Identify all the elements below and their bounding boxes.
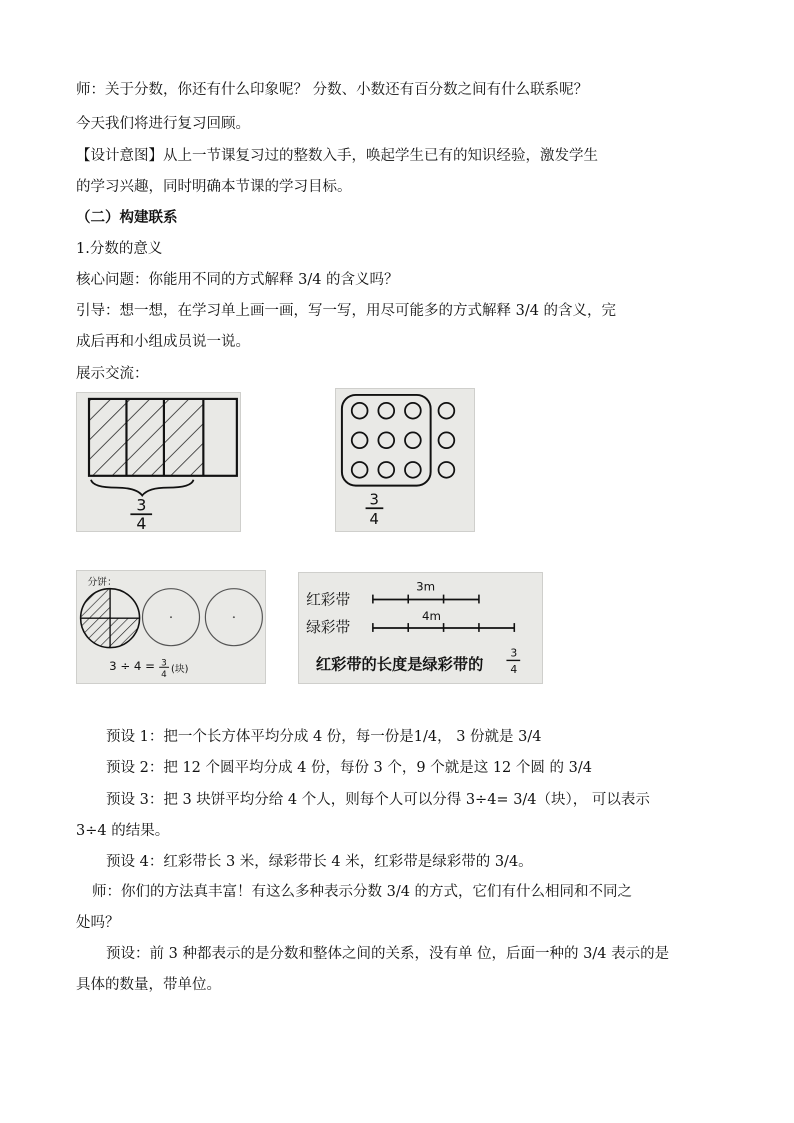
fig3-unit: (块) bbox=[171, 664, 189, 676]
core-question: 核心问题：你能用不同的方式解释 3/4 的含义吗？ bbox=[76, 272, 399, 288]
preset-5-line2: 具体的数量，带单位。 bbox=[76, 977, 221, 993]
fig4-numerator: 3 bbox=[510, 646, 518, 660]
teacher-question-line2: 处吗？ bbox=[76, 915, 120, 931]
p2: 今天我们将进行复习回顾。 bbox=[76, 116, 250, 132]
fig4-denominator: 4 bbox=[510, 663, 518, 677]
subheading: 1.分数的意义 bbox=[76, 241, 163, 257]
figure-pie-division bbox=[76, 570, 266, 684]
green-ribbon-length: 4m bbox=[421, 609, 441, 624]
guide-line1: 引导：想一想，在学习单上画一画，写一写，用尽可能多的方式解释 3/4 的含义，完 bbox=[76, 303, 617, 319]
preset-1: 预设 1：把一个长方体平均分成 4 份，每一份是1/4， 3 份就是 3/4 bbox=[106, 729, 542, 745]
preset-2: 预设 2：把 12 个圆平均分成 4 份，每份 3 个，9 个就是这 12 个圆 的 3/4 bbox=[106, 760, 592, 776]
fig3-expression: 3 ÷ 4 = bbox=[109, 659, 156, 674]
fig2-numerator: 3 bbox=[369, 491, 379, 509]
preset-5-line1: 预设：前 3 种都表示的是分数和整体之间的关系，没有单 位，后面一种的 3/4 表示的是 bbox=[106, 946, 670, 962]
circles-drawing bbox=[336, 389, 474, 531]
fig1-numerator: 3 bbox=[136, 495, 147, 515]
ribbons-drawing bbox=[299, 573, 542, 683]
fig2-denominator: 4 bbox=[369, 511, 379, 529]
p1: 师：关于分数，你还有什么印象呢？ 分数、小数还有百分数之间有什么联系呢？ bbox=[76, 82, 589, 98]
fig3-denominator: 4 bbox=[161, 670, 167, 681]
show-label: 展示交流： bbox=[76, 366, 149, 382]
preset-3-line2: 3÷4 的结果。 bbox=[76, 823, 170, 839]
figure-twelve-circles bbox=[335, 388, 475, 532]
pie-drawing bbox=[77, 571, 265, 683]
red-ribbon-length: 3m bbox=[416, 579, 436, 594]
figure-ribbons bbox=[298, 572, 543, 684]
fig3-title: 分饼： bbox=[87, 576, 117, 588]
figure-rectangle-three-quarters bbox=[76, 392, 241, 532]
design-intent-line2: 的学习兴趣，同时明确本节课的学习目标。 bbox=[76, 179, 352, 195]
green-ribbon-label: 绿彩带 bbox=[306, 618, 351, 636]
fig1-denominator: 4 bbox=[136, 514, 147, 531]
rectangle-drawing bbox=[77, 393, 240, 531]
ribbon-caption: 红彩带的长度是绿彩带的 bbox=[315, 655, 484, 674]
design-intent-line1: 【设计意图】从上一节课复习过的整数入手，唤起学生已有的知识经验，激发学生 bbox=[76, 148, 598, 164]
preset-3-line1: 预设 3：把 3 块饼平均分给 4 个人，则每个人可以分得 3÷4= 3/4（块）， 可以表示 bbox=[106, 792, 650, 808]
teacher-question-line1: 师：你们的方法真丰富！有这么多种表示分数 3/4 的方式，它们有什么相同和不同之 bbox=[92, 884, 633, 900]
fig3-numerator: 3 bbox=[161, 658, 167, 669]
red-ribbon-label: 红彩带 bbox=[306, 591, 351, 609]
section-heading: （二）构建联系 bbox=[76, 209, 178, 226]
guide-line2: 成后再和小组成员说一说。 bbox=[76, 334, 250, 350]
preset-4: 预设 4：红彩带长 3 米，绿彩带长 4 米，红彩带是绿彩带的 3/4。 bbox=[106, 854, 533, 870]
